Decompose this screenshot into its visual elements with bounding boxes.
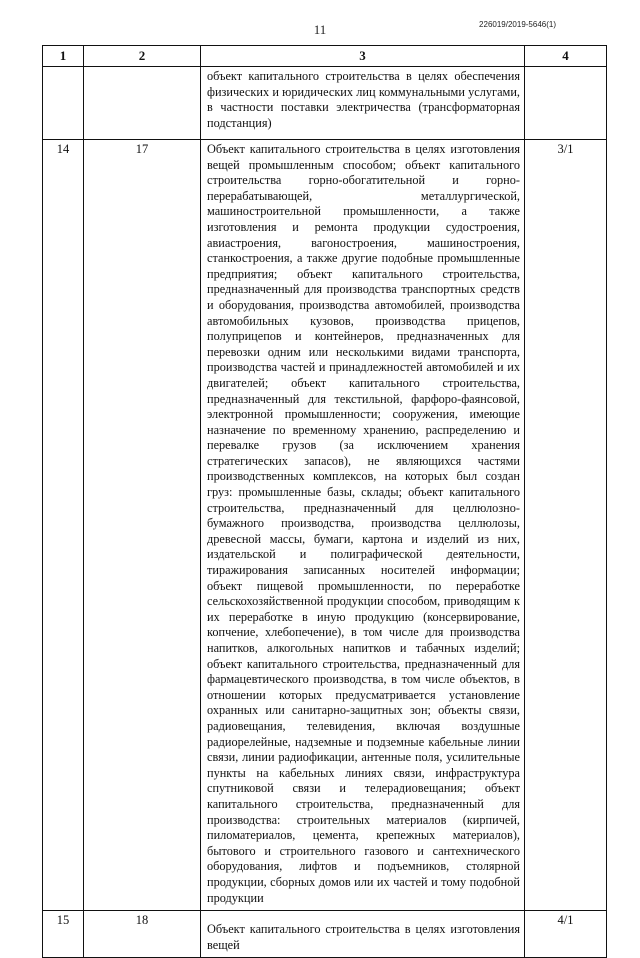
row-index-cell: 15 bbox=[43, 911, 84, 958]
row-index-cell bbox=[43, 67, 84, 140]
page-number: 11 bbox=[313, 22, 327, 37]
land-use-table bbox=[42, 45, 607, 958]
column-header-3: 3 bbox=[201, 46, 525, 67]
table-header-row bbox=[43, 46, 607, 67]
document-id: 226019/2019-5646(1) bbox=[479, 20, 556, 29]
row-description-cell: объект капитального строительства в целях обеспечения физических и юридических лиц коммунальными услугами, в частности поставки электричества (трансформаторная подстанция) bbox=[201, 67, 525, 140]
column-header-1: 1 bbox=[43, 46, 84, 67]
row-description-cell: Объект капитального строительства в целях изготовления вещей bbox=[201, 911, 525, 958]
row-code-cell: 18 bbox=[84, 911, 201, 958]
row-value-cell bbox=[525, 67, 607, 140]
column-header-4: 4 bbox=[525, 46, 607, 67]
row-value-cell: 4/1 bbox=[525, 911, 607, 958]
row-code-cell: 17 bbox=[84, 140, 201, 911]
table-row bbox=[43, 911, 607, 958]
column-header-2: 2 bbox=[84, 46, 201, 67]
table-row bbox=[43, 140, 607, 911]
row-code-cell bbox=[84, 67, 201, 140]
row-index-cell: 14 bbox=[43, 140, 84, 911]
table-row bbox=[43, 67, 607, 140]
row-description-cell: Объект капитального строительства в целях изготовления вещей промышленным способом; объект капитального строительства горно-обогатительной и горно-перерабатывающей, металлургической, машиностроительной промышленности, а также изготовления и ремонта продукции судостроения, авиастроения, вагоностроения, машиностроения, станкостроения, а также другие подобные промышленные предприятия; объект капитального строительства, предназначенный для производства транспортных средств и оборудования, производства автомобилей, производства автомобильных кузовов, производства прицепов, полуприцепов и контейнеров, предназначенных для перевозки одним или несколькими видами транспорта, производства частей и принадлежностей автомобилей и их двигателей; объект капитального строительства, предназначенный для текстильной, фарфоро-фаянсовой, электронной промышленности; сооружения, имеющие назначение по временному хранению, распределению и перевалке грузов (за исключением хранения стратегических запасов), не являющихся частями производственных комплексов, на которых был создан груз: промышленные базы, склады; объект капитального строительства, предназначенный для целлюлозно-бумажного производства, производства целлюлозы, древесной массы, бумаги, картона и изделий из них, издательской и полиграфической деятельности, тиражирования записанных носителей информации; объект пищевой промышленности, по переработке сельскохозяйственной продукции способом, приводящим к их переработке в иную продукцию (консервирование, копчение, хлебопечение), в том числе для производства напитков, алкогольных напитков и табачных изделий; объект капитального строительства, предназначенный для фармацевтического производства, в том числе объектов, в отношении которых предусматривается установление охранных или санитарно-защитных зон; объекты связи, радиовещания, телевидения, включая воздушные радиорелейные, надземные и подземные кабельные линии связи, линии радиофикации, антенные поля, усилительные пункты на кабельных линиях связи, инфраструктура спутниковой связи и телерадиовещания; объект капитального строительства, предназначенный для производства: строительных материалов (кирпичей, пиломатериалов, цемента, крепежных материалов), бытового и строительного газового и сантехнического оборудования, лифтов и подъемников, столярной продукции, сборных домов или их частей и тому подобной продукции bbox=[201, 140, 525, 911]
row-value-cell: 3/1 bbox=[525, 140, 607, 911]
